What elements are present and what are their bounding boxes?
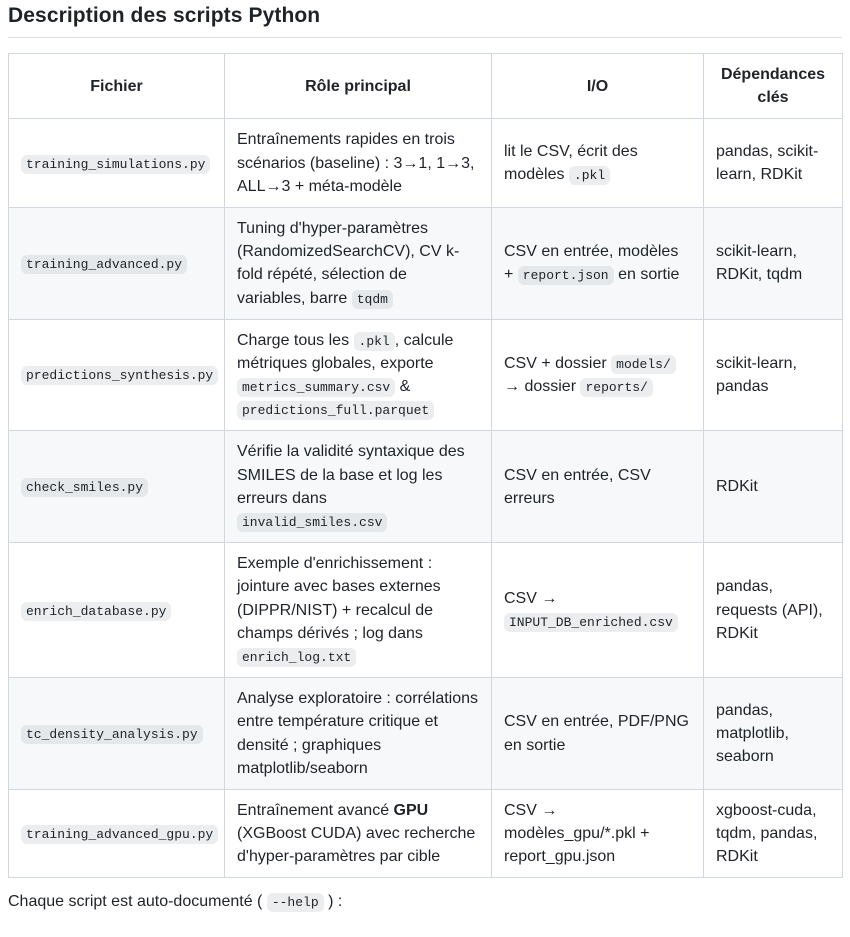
inline-code: INPUT_DB_enriched.csv [504, 613, 678, 632]
text-segment: CSV + dossier [504, 354, 612, 372]
text-segment: Charge tous les [237, 331, 354, 349]
cell-role [225, 319, 492, 431]
cell-role [225, 543, 492, 678]
inline-code: .pkl [569, 166, 610, 185]
cell-io [492, 543, 704, 678]
table-row [9, 207, 843, 319]
text-segment: → dossier [504, 378, 581, 396]
text-segment: ) : [323, 893, 343, 911]
text-segment: Vérifie la validité syntaxique des SMILES de la base et log les erreurs dans [237, 443, 465, 507]
text-segment: Entraînement avancé [237, 801, 394, 819]
table-header [9, 54, 843, 119]
bold-text: GPU [393, 801, 429, 819]
inline-code: reports/ [580, 378, 652, 397]
cell-io [492, 207, 704, 319]
text-segment: lit le CSV, écrit des modèles [504, 142, 638, 184]
cell-file [9, 207, 225, 319]
cell-deps: RDKit [704, 431, 843, 543]
text-segment: CSV en entrée, PDF/PNG en sortie [504, 713, 689, 754]
text-segment: Analyse exploratoire : corrélations entre température critique et densité ; graphiques matplotlib/seaborn [237, 690, 479, 777]
inline-code: models/ [611, 355, 676, 374]
text-segment: & [395, 378, 411, 396]
script-filename: tc_density_analysis.py [21, 725, 203, 744]
inline-code: invalid_smiles.csv [237, 513, 387, 532]
table-row [9, 543, 843, 678]
cell-role [225, 678, 492, 790]
text-segment: , calcule métriques globales, exporte [237, 331, 454, 372]
cell-role [225, 119, 492, 208]
table-body [9, 119, 843, 878]
cell-deps: scikit-learn, pandas [704, 319, 843, 431]
text-segment: Exemple d'enrichissement : jointure avec bases externes (DIPPR/NIST) + recalcul de champs dérivés ; log dans [237, 555, 441, 642]
inline-code: --help [267, 893, 324, 912]
header-row [9, 54, 843, 119]
column-header-io: I/O [492, 54, 704, 119]
cell-deps: pandas, matplotlib, seaborn [704, 678, 843, 790]
script-filename: predictions_synthesis.py [21, 366, 218, 385]
text-segment: Chaque script est auto-documenté ( [8, 893, 267, 911]
cell-file [9, 543, 225, 678]
inline-code: metrics_summary.csv [237, 378, 395, 397]
cell-io [492, 119, 704, 208]
cell-deps: pandas, requests (API), RDKit [704, 543, 843, 678]
cell-io [492, 431, 704, 543]
cell-role [225, 207, 492, 319]
column-header-fichier: Fichier [9, 54, 225, 119]
inline-code: predictions_full.parquet [237, 401, 434, 420]
page-title: Description des scripts Python [8, 2, 842, 38]
cell-role [225, 789, 492, 878]
script-filename: enrich_database.py [21, 602, 171, 621]
cell-io [492, 789, 704, 878]
cell-deps: xgboost-cuda, tqdm, pandas, RDKit [704, 789, 843, 878]
cell-file [9, 319, 225, 431]
text-segment: Tuning d'hyper-paramètres (RandomizedSearchCV), CV k-fold répété, sélection de variables, barre [237, 219, 460, 307]
column-header-role: Rôle principal [225, 54, 492, 119]
inline-code: .pkl [354, 332, 395, 351]
script-filename: training_simulations.py [21, 155, 210, 174]
cell-role [225, 431, 492, 543]
script-filename: check_smiles.py [21, 478, 148, 497]
text-segment: Entraînements rapides en trois scénarios (baseline) : 3→1, 1→3, ALL→3 + méta-modèle [237, 131, 475, 195]
text-segment: CSV → modèles_gpu/*.pkl + report_gpu.json [504, 801, 650, 866]
cell-file [9, 119, 225, 208]
text-segment: CSV → [504, 589, 558, 607]
inline-code: enrich_log.txt [237, 648, 356, 667]
cell-file [9, 678, 225, 790]
table-row [9, 789, 843, 878]
cell-deps: scikit-learn, RDKit, tqdm [704, 207, 843, 319]
cell-io [492, 319, 704, 431]
script-filename: training_advanced_gpu.py [21, 825, 218, 844]
table-row [9, 431, 843, 543]
table-row [9, 319, 843, 431]
scripts-table [8, 53, 843, 878]
cell-file [9, 431, 225, 543]
text-segment: (XGBoost CUDA) avec recherche d'hyper-paramètres par cible [237, 825, 476, 866]
text-segment: en sortie [613, 266, 680, 284]
table-row [9, 119, 843, 208]
cell-io [492, 678, 704, 790]
cell-deps: pandas, scikit-learn, RDKit [704, 119, 843, 208]
inline-code: tqdm [352, 290, 393, 309]
footer-note [8, 893, 842, 911]
script-filename: training_advanced.py [21, 255, 187, 274]
text-segment: CSV en entrée, modèles + [504, 243, 679, 284]
text-segment: CSV en entrée, CSV erreurs [504, 466, 651, 507]
table-row [9, 678, 843, 790]
cell-file [9, 789, 225, 878]
inline-code: report.json [518, 266, 614, 285]
column-header-dependances: Dépendances clés [704, 54, 843, 119]
